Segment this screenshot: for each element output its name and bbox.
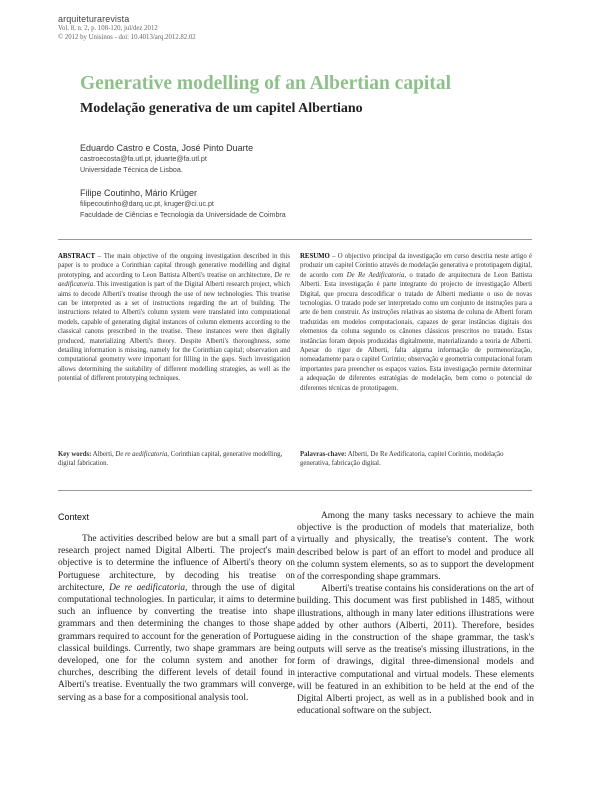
paragraph	[58, 533, 295, 704]
paragraph: Alberti's treatise contains his considerations on the art of building. This document was first published in 1485, without illustrations, although in many later editions illustrations were added by other authors (Alberti, 2011). Therefore, besides aiding in the construction of the shape grammar, the task's outputs will serve as the treatise's missing illustrations, in the form of drawings, digital three-dimensional models and interactive computational and virtual models. These elements will be featured in an exhibition to be held at the end of the Digital Alberti project, as well as in a published book and in educational software on the subject.	[297, 584, 534, 717]
abstract-text-cont: . This investigation is part of the Digital Alberti research project, which aims to decode Alberti's treatise through the use of new technologies. This treatise can be interpreted as a set of instructions regarding the art of building. The instructions related to Alberti's column system were translated into computational models, capable of generating digital instances of column elements according to the classical canons prescribed in the treatise. These instances were then digitally produced, materializing Alberti's theory. Despite Alberti's thoroughness, some detailing information is missing, namely for the Corinthian capital; observation and computational geometry were important for filling in the gaps. Such investigation allows determining the suitability of different modelling strategies, as well as the potential of different prototyping techniques.	[58, 281, 290, 383]
running-header	[58, 14, 196, 42]
author-block-2	[80, 187, 286, 221]
author-names: Eduardo Castro e Costa, José Pinto Duarte	[80, 143, 254, 153]
keywords-portuguese	[300, 450, 532, 469]
keywords-text: Alberti,	[91, 451, 116, 458]
divider-top	[58, 239, 532, 240]
article-title: Generative modelling of an Albertian capital	[80, 73, 452, 94]
resumo-text-cont: , o tratado de arquitectura de Leon Battista Alberti. Esta investigação é parte integrante do projecto de investigação Alberti Digital, que procura descodificar o tratado de Alberti mediante o uso de novas tecnologias. O tratado pode ser interpretado como um conjunto de instruções para a arte de bem construir. As instruções relativas ao sistema de coluna de Alberti foram traduzidas em modelos computacionais, capazes de gerar instâncias digitais dos elementos da coluna segundo os cânones clássicos prescritos no tratado. Estas instâncias foram depois produzidas digitalmente, materializando a teoria de Alberti. Apesar do rigor de Alberti, falta alguma informação de pormenorização, nomeadamente para o capitel Coríntio; observação e geometria computacional foram importantes para preencher os espaços vazios. Esta investigação permite determinar a adequação de diferentes estratégias de modelação, bem como o potencial de diferentes técnicas de prototipagem.	[300, 271, 532, 392]
abstract-portuguese	[300, 252, 532, 393]
author-affiliation: Universidade Técnica de Lisboa.	[80, 166, 183, 174]
paragraph-italic: De re aedificatoria	[109, 582, 186, 593]
author-block-1	[80, 142, 253, 176]
abstract-english	[58, 252, 290, 384]
author-affiliation: Faculdade de Ciências e Tecnologia da Universidade de Coimbra	[80, 211, 286, 219]
paragraph-text-cont: , through the use of digital computational technologies. In particular, it aims to determine such an influence by converting the treatise into shape grammars and then determining the changes to those shape grammars required to account for the generation of Portuguese classical buildings. Currently, two shape grammars are being developed, one for the column system and another for churches, describing the different levels of detail found in Alberti's treatise. Eventually the two grammars will converge, serving as a base for a compositional analysis tool.	[58, 582, 295, 703]
resumo-text: – O objectivo principal da investigação em curso descrita neste artigo é produzir um capitel Coríntio através de modelação generativa e prototipagem digital, de acordo com	[300, 253, 532, 279]
author-names: Filipe Coutinho, Mário Krüger	[80, 188, 198, 198]
paragraph: Among the many tasks necessary to achieve the main objective is the production of models that materialize, both virtually and physically, the treatise's content. The work described below is part of an effort to model and produce all the column system elements, so as to support the development of the corresponding shape grammars.	[297, 511, 534, 583]
keywords-label: Key words:	[58, 451, 92, 458]
keywords-italic: De re aedificatoria	[115, 451, 168, 458]
author-emails: castroecosta@fa.utl.pt, jduarte@fa.utl.pt	[80, 155, 207, 163]
keywords-english	[58, 450, 290, 469]
article-subtitle: Modelação generativa de um capitel Albertiano	[80, 101, 363, 116]
abstract-text: – The main objective of the ongoing investigation described in this paper is to produce a Corinthian capital through generative modelling and digital prototyping, and according to Leon Battista Alberti's treatise on architecture,	[58, 253, 290, 279]
abstract-italic: De re aedificatoria	[58, 271, 290, 289]
abstract-label: ABSTRACT	[58, 253, 96, 260]
keywords-text-cont: , Corinthian capital, generative modelling, digital fabrication.	[58, 451, 283, 468]
author-emails: filipecoutinho@darq.uc.pt, kruger@ci.uc.pt	[80, 200, 214, 208]
resumo-label: RESUMO	[300, 253, 330, 260]
journal-copyright-line: © 2012 by Unisinos - doi: 10.4013/arq.2012.82.02	[58, 34, 196, 41]
body-column-left	[58, 533, 295, 704]
section-heading-context: Context	[58, 512, 90, 522]
journal-volume-line: Vol. 8, n. 2, p. 108-120, jul/dez 2012	[58, 25, 158, 32]
resumo-italic: De Re Aedificatoria	[346, 271, 405, 279]
divider-bottom	[58, 490, 532, 491]
body-column-right	[297, 510, 534, 717]
paragraph-text: The activities described below are but a small part of a research project named Digital Alberti. The project's main objective is to determine the influence of Alberti's theory on Portuguese architecture, by decoding his treatise on architecture,	[58, 534, 295, 593]
journal-name: arquiteturarevista	[58, 14, 130, 24]
palavras-chave-label: Palavras-chave:	[300, 451, 347, 458]
palavras-chave-text: Alberti, De Re Aedificatoria, capitel Coríntio, modelação generativa, fabricação digital.	[300, 451, 504, 468]
